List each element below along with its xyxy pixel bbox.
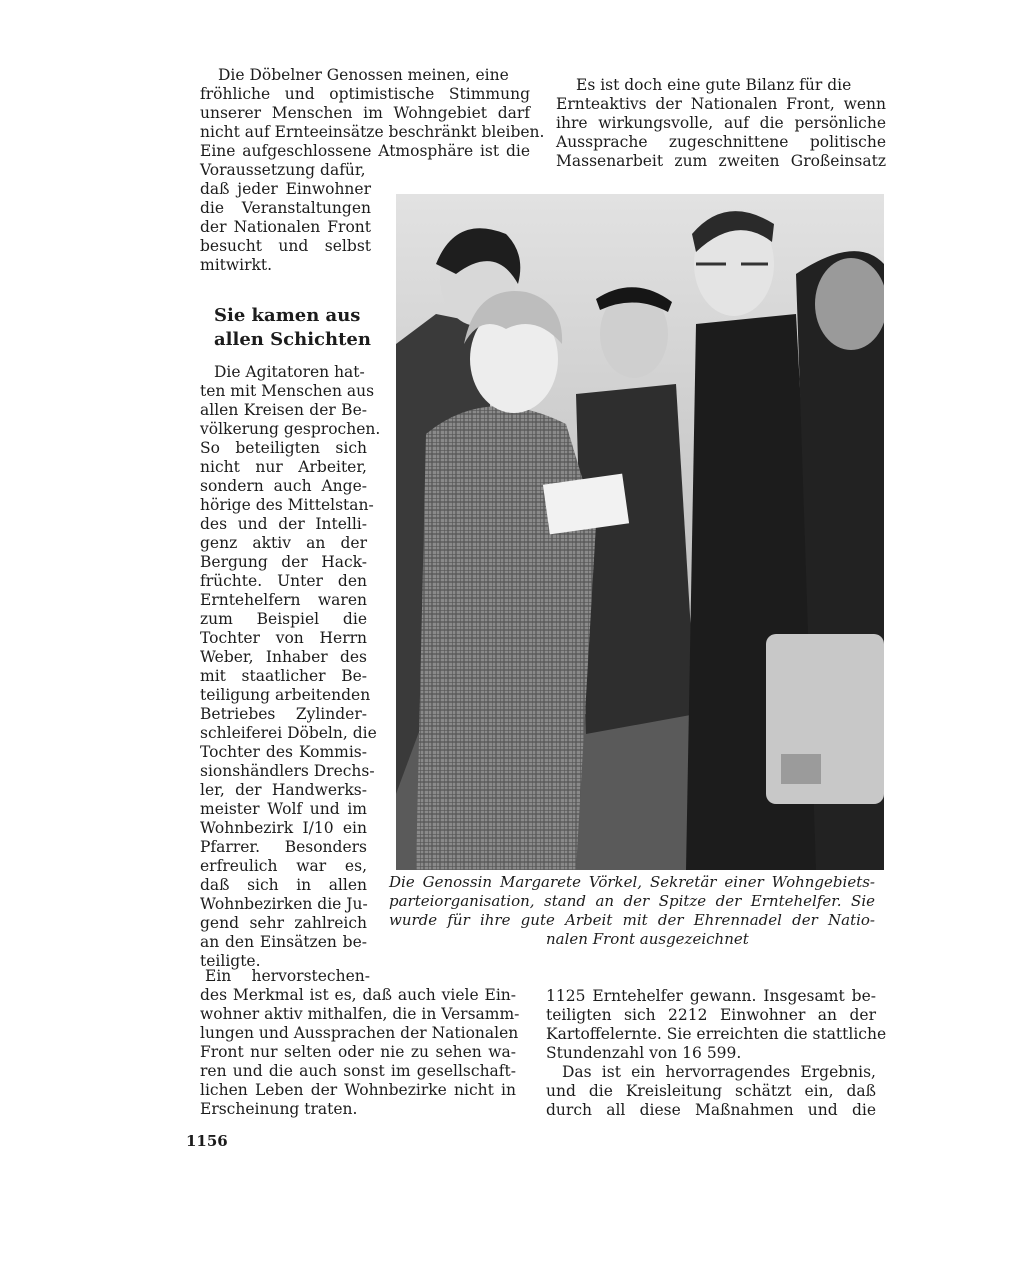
text-line: wohner aktiv mithalfen, die in Versamm- bbox=[200, 1005, 520, 1023]
text-line: teiligung arbeitenden bbox=[200, 686, 371, 704]
section-heading: allen Schichten bbox=[214, 329, 371, 350]
text-line: Erntehelfern waren bbox=[200, 591, 367, 609]
text-line: Kartoffelernte. Sie erreichten die stattliche bbox=[546, 1025, 887, 1043]
text-line: Ein hervorstechen- bbox=[205, 967, 370, 985]
text-line: Front nur selten oder nie zu sehen wa- bbox=[200, 1043, 516, 1061]
text-line: früchte. Unter den bbox=[200, 572, 367, 590]
text-line: der Nationalen Front bbox=[200, 218, 371, 236]
text-line: ihre wirkungsvolle, auf die persönliche bbox=[556, 114, 886, 132]
text-line: Aussprache zugeschnittene politische bbox=[556, 133, 886, 151]
text-line: völkerung gesprochen. bbox=[200, 420, 381, 438]
text-line: Voraussetzung dafür, bbox=[200, 161, 366, 179]
text-line: unserer Menschen im Wohngebiet darf bbox=[200, 104, 530, 122]
text-line: nicht nur Arbeiter, bbox=[200, 458, 367, 476]
text-line: Wohnbezirk I/10 ein bbox=[200, 819, 367, 837]
photo-caption: Die Genossin Margarete Vörkel, Sekretär einer Wohngebiets- bbox=[389, 873, 875, 891]
text-line: Stundenzahl von 16 599. bbox=[546, 1044, 742, 1062]
text-line: ler, der Handwerks- bbox=[200, 781, 367, 799]
text-line: teiligte. bbox=[200, 952, 261, 970]
text-line: lichen Leben der Wohnbezirke nicht in bbox=[200, 1081, 516, 1099]
text-line: durch all diese Maßnahmen und die bbox=[546, 1101, 876, 1119]
text-line: 1125 Erntehelfer gewann. Insgesamt be- bbox=[546, 987, 876, 1005]
text-line: an den Einsätzen be- bbox=[200, 933, 367, 951]
section-heading: Sie kamen aus bbox=[214, 305, 361, 326]
text-line: allen Kreisen der Be- bbox=[200, 401, 367, 419]
text-line: Betriebes Zylinder- bbox=[200, 705, 367, 723]
text-line: daß sich in allen bbox=[200, 876, 367, 894]
text-line: Tochter von Herrn bbox=[200, 629, 367, 647]
text-line: Weber, Inhaber des bbox=[200, 648, 367, 666]
text-line: Pfarrer. Besonders bbox=[200, 838, 367, 856]
text-line: besucht und selbst bbox=[200, 237, 371, 255]
text-line: Massenarbeit zum zweiten Großeinsatz bbox=[556, 152, 886, 170]
text-line: hörige des Mittelstan- bbox=[200, 496, 374, 514]
text-line: und die Kreisleitung schätzt ein, daß bbox=[546, 1082, 876, 1100]
photo-caption: wurde für ihre gute Arbeit mit der Ehrennadel der Natio- bbox=[389, 911, 875, 929]
text-line: Es ist doch eine gute Bilanz für die bbox=[576, 76, 852, 94]
text-line: Die Döbelner Genossen meinen, eine bbox=[218, 66, 509, 84]
text-line: die Veranstaltungen bbox=[200, 199, 371, 217]
text-line: ten mit Menschen aus bbox=[200, 382, 375, 400]
text-line: sionshändlers Drechs- bbox=[200, 762, 375, 780]
text-line: teiligten sich 2212 Einwohner an der bbox=[546, 1006, 876, 1024]
text-line: mit staatlicher Be- bbox=[200, 667, 367, 685]
text-line: Ernteaktivs der Nationalen Front, wenn bbox=[556, 95, 886, 113]
text-line: Eine aufgeschlossene Atmosphäre ist die bbox=[200, 142, 530, 160]
text-line: fröhliche und optimistische Stimmung bbox=[200, 85, 530, 103]
text-line: gend sehr zahlreich bbox=[200, 914, 367, 932]
text-line: Wohnbezirken die Ju- bbox=[200, 895, 368, 913]
text-line: mitwirkt. bbox=[200, 256, 273, 274]
photo-caption: nalen Front ausgezeichnet bbox=[546, 930, 749, 948]
text-line: schleiferei Döbeln, die bbox=[200, 724, 377, 742]
text-line: meister Wolf und im bbox=[200, 800, 367, 818]
text-line: zum Beispiel die bbox=[200, 610, 367, 628]
text-line: ren und die auch sonst im gesellschaft- bbox=[200, 1062, 516, 1080]
text-line: So beteiligten sich bbox=[200, 439, 367, 457]
text-line: des Merkmal ist es, daß auch viele Ein- bbox=[200, 986, 516, 1004]
text-line: genz aktiv an der bbox=[200, 534, 367, 552]
text-line: Erscheinung traten. bbox=[200, 1100, 358, 1118]
photograph bbox=[396, 194, 884, 870]
text-line: des und der Intelli- bbox=[200, 515, 367, 533]
text-line: Die Agitatoren hat- bbox=[214, 363, 365, 381]
text-line: Bergung der Hack- bbox=[200, 553, 367, 571]
photo-caption: parteiorganisation, stand an der Spitze der Erntehelfer. Sie bbox=[389, 892, 875, 910]
text-line: Das ist ein hervorragendes Ergebnis, bbox=[562, 1063, 876, 1081]
page-number: 1156 bbox=[186, 1132, 228, 1150]
text-line: daß jeder Einwohner bbox=[200, 180, 371, 198]
text-line: nicht auf Ernteeinsätze beschränkt bleiben. bbox=[200, 123, 545, 141]
text-line: erfreulich war es, bbox=[200, 857, 367, 875]
text-line: Tochter des Kommis- bbox=[200, 743, 367, 761]
text-line: lungen und Aussprachen der Nationalen bbox=[200, 1024, 519, 1042]
text-line: sondern auch Ange- bbox=[200, 477, 367, 495]
